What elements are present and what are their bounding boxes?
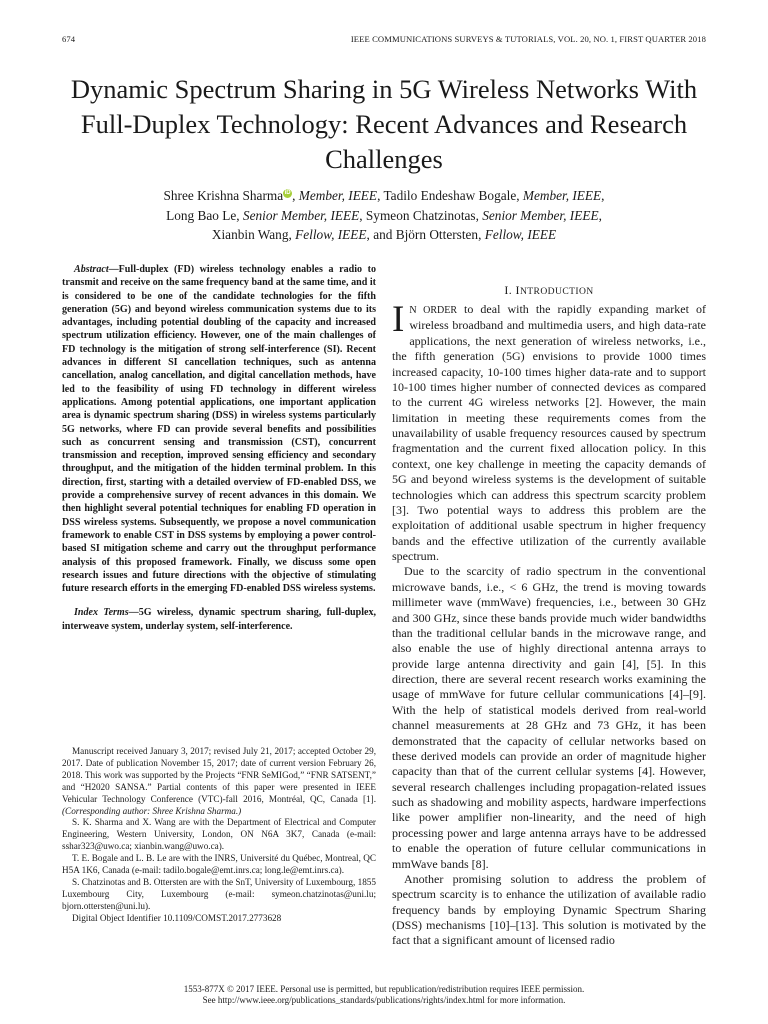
author-role: Fellow, IEEE (295, 227, 367, 242)
manuscript-note: Manuscript received January 3, 2017; revised July 21, 2017; accepted October 29, 2017. Date of publication November 15, 2017; date of current version February 26, 2018. This work was supported by the Projects “FNR SeMIGod,” “FNR SATSENT,” and “H2020 SANSA.” Partial contents of this paper were presented in IEEE Vehicular Technology Conference (VTC)-fall 2016, Montréal, QC, Canada [1]. (Corresponding author: Shree Krishna Sharma.) (62, 746, 376, 816)
author-role: Fellow, IEEE (484, 227, 557, 242)
abstract-text: —Full-duplex (FD) wireless technology enables a radio to transmit and receive on the same frequency band at the same time, and it is considered to be one of the candidate technologies for the fifth generation (5G) and beyond wireless communication systems due to its advantages, including potential doubling of the capacity and increased spectrum utilization efficiency. However, one of the main challenges of FD technology is the mitigation of strong self-interference (SI). Recent advances in different SI cancellation techniques, such as antenna cancellation, analog cancellation, and digital cancellation methods, have led to the feasibility of using FD technology in different wireless applications. Among potential applications, one important application area is dynamic spectrum sharing (DSS) in wireless systems particularly 5G networks, where FD can provide several benefits and possibilities such as concurrent sensing and transmission (CST), concurrent transmission and reception, improved sensing efficiency and secondary throughput, and the mitigation of the hidden terminal problem. In this direction, first, starting with a detailed overview of FD-enabled DSS, we provide a comprehensive survey of recent advances in this domain. We then highlight several potential techniques for enabling FD operation in DSS wireless systems. Subsequently, we propose a novel communication framework to enable CST in DSS systems by employing a power control-based SI mitigation scheme and carry out the throughput performance analysis of this proposed framework. Finally, we discuss some open research issues and future directions with the objective of stimulating future research efforts in the emerging FD-enabled DSS wireless systems. (62, 264, 376, 595)
first-page-footnote (62, 746, 376, 925)
author-role: Member, IEEE (298, 188, 378, 203)
author-name: Symeon Chatzinotas (365, 207, 476, 223)
orcid-icon[interactable]: iD (284, 190, 291, 196)
paper-title: Dynamic Spectrum Sharing in 5G Wireless Networks With Full-Duplex Technology: Recent Advances and Research Challenges (70, 74, 698, 174)
author-name: Björn Ottersten (395, 227, 479, 242)
right-column (392, 283, 706, 949)
author-conjunction: and (373, 227, 393, 242)
author-name: Xianbin Wang (211, 227, 289, 242)
author-name: Long Bao Le (166, 207, 237, 223)
intro-paragraph-2: Due to the scarcity of radio spectrum in the conventional microwave bands, i.e., < 6 GHz, the trend is moving towards millimeter wave (mmWave) frequencies, i.e., between 30 GHz and 300 GHz, since these bands provide much wider bandwidths than the traditional cellular bands in the microwave range, and also enable the use of highly directional antenna arrays to provide large antenna directivity and gain [4], [5]. In this direction, there are several recent research works examining the usage of mmWave for future cellular communications [4]–[9]. With the help of statistical models derived from real-world channel measurements at 28 GHz and 73 GHz, it has been demonstrated that the capacity of cellular networks based on these derived models can provide an order of magnitude higher capacity than that of the current cellular systems [4]. However, several research challenges including propagation-related issues such as shadowing and mobility aspects, hardware imperfections like power amplifier non-linearity, and the need of high processing power and large antenna arrays have to be addressed to enable the operation of future cellular communications in mmWave bands [8]. (392, 564, 706, 871)
author-list (62, 186, 706, 245)
intro-paragraph-1: I N ORDER to deal with the rapidly expanding market of wireless broadband and multimedia users, and high data-rate applications, the next generation of wireless networks, i.e., the fifth generation (5G) envisions to provide 1000 times increased capacity, 10-100 times higher data-rate and to support 10-100 times higher number of connected devices as compared to the current 4G wireless networks [2]. However, the main limitation in meeting these requirements comes from the unavailability of usable frequency resources caused by spectrum fragmentation and the current fixed allocation policy. In this context, one key challenge in meeting the capacity demands of 5G and beyond wireless systems is the development of suitable technologies which can address this spectrum scarcity problem [3]. Two potential ways to address this problem are the exploitation of additional usable spectrum in higher frequency bands and the effective utilization of the currently available spectrum. (392, 299, 706, 563)
copyright-footer (0, 984, 768, 1006)
author-line-1: Shree Krishna Sharma iD , Member, IEEE, Tadilo Endeshaw Bogale, Member, IEEE, (163, 188, 605, 203)
index-terms-label: Index Terms (74, 607, 129, 619)
affiliation-note: S. K. Sharma and X. Wang are with the Department of Electrical and Computer Engineering, Western University, London, ON N6A 3K7, Canada (e-mail: sshar323@uwo.ca; xianbin.wang@uwo.ca). (62, 817, 376, 852)
author-role: Member, IEEE (522, 188, 602, 203)
abstract (62, 263, 376, 595)
index-terms (62, 606, 376, 633)
author-name: Tadilo Endeshaw Bogale (383, 188, 517, 203)
author-role: Senior Member, IEEE (242, 207, 360, 223)
index-terms-text: —5G wireless, dynamic spectrum sharing, full-duplex, interweave system, underlay system, self-interference. (62, 607, 376, 632)
page-number: 674 (62, 34, 76, 44)
author-line-2: Long Bao Le, Senior Member, IEEE, Symeon Chatzinotas, Senior Member, IEEE, (166, 207, 602, 223)
drop-cap: I (392, 299, 405, 340)
left-column (62, 263, 376, 633)
abstract-label: Abstract (74, 264, 109, 275)
author-line-3: Xianbin Wang, Fellow, IEEE, and Björn Ottersten, Fellow, IEEE (211, 227, 557, 242)
affiliation-note: T. E. Bogale and L. B. Le are with the INRS, Université du Québec, Montreal, QC H5A 1K6, Canada (e-mail: tadilo.bogale@emt.inrs.ca; long.le@emt.inrs.ca). (62, 853, 376, 876)
copyright-line: 1553-877X © 2017 IEEE. Personal use is permitted, but republication/redistribution requires IEEE permission. (183, 984, 585, 994)
doi-note[interactable]: Digital Object Identifier 10.1109/COMST.2017.2773628 (72, 912, 282, 923)
section-heading-introduction: I. INTRODUCTION (504, 283, 594, 297)
permissions-link[interactable]: See http://www.ieee.org/publications_standards/publications/rights/index.html for more information. (202, 995, 566, 1006)
corresponding-author: (Corresponding author: Shree Krishna Sharma.) (62, 805, 242, 816)
affiliation-note: S. Chatzinotas and B. Ottersten are with the SnT, University of Luxembourg, 1855 Luxembourg City, Luxembourg (e-mail: symeon.chatzinotas@uni.lu; bjorn.ottersten@uni.lu). (62, 876, 376, 911)
running-header (62, 34, 706, 48)
intro-paragraph-3: Another promising solution to address the problem of spectrum scarcity is to enhance the utilization of available radio frequency bands by employing Dynamic Spectrum Sharing (DSS) mechanisms [10]–[13]. This solution is motivated by the fact that a significant amount of licensed radio (392, 871, 706, 948)
first-word: N ORDER (409, 305, 457, 316)
author-role: Senior Member, IEEE (482, 207, 599, 223)
journal-name: IEEE COMMUNICATIONS SURVEYS & TUTORIALS, VOL. 20, NO. 1, FIRST QUARTER 2018 (350, 34, 706, 44)
author-name: Shree Krishna Sharma (163, 188, 284, 203)
